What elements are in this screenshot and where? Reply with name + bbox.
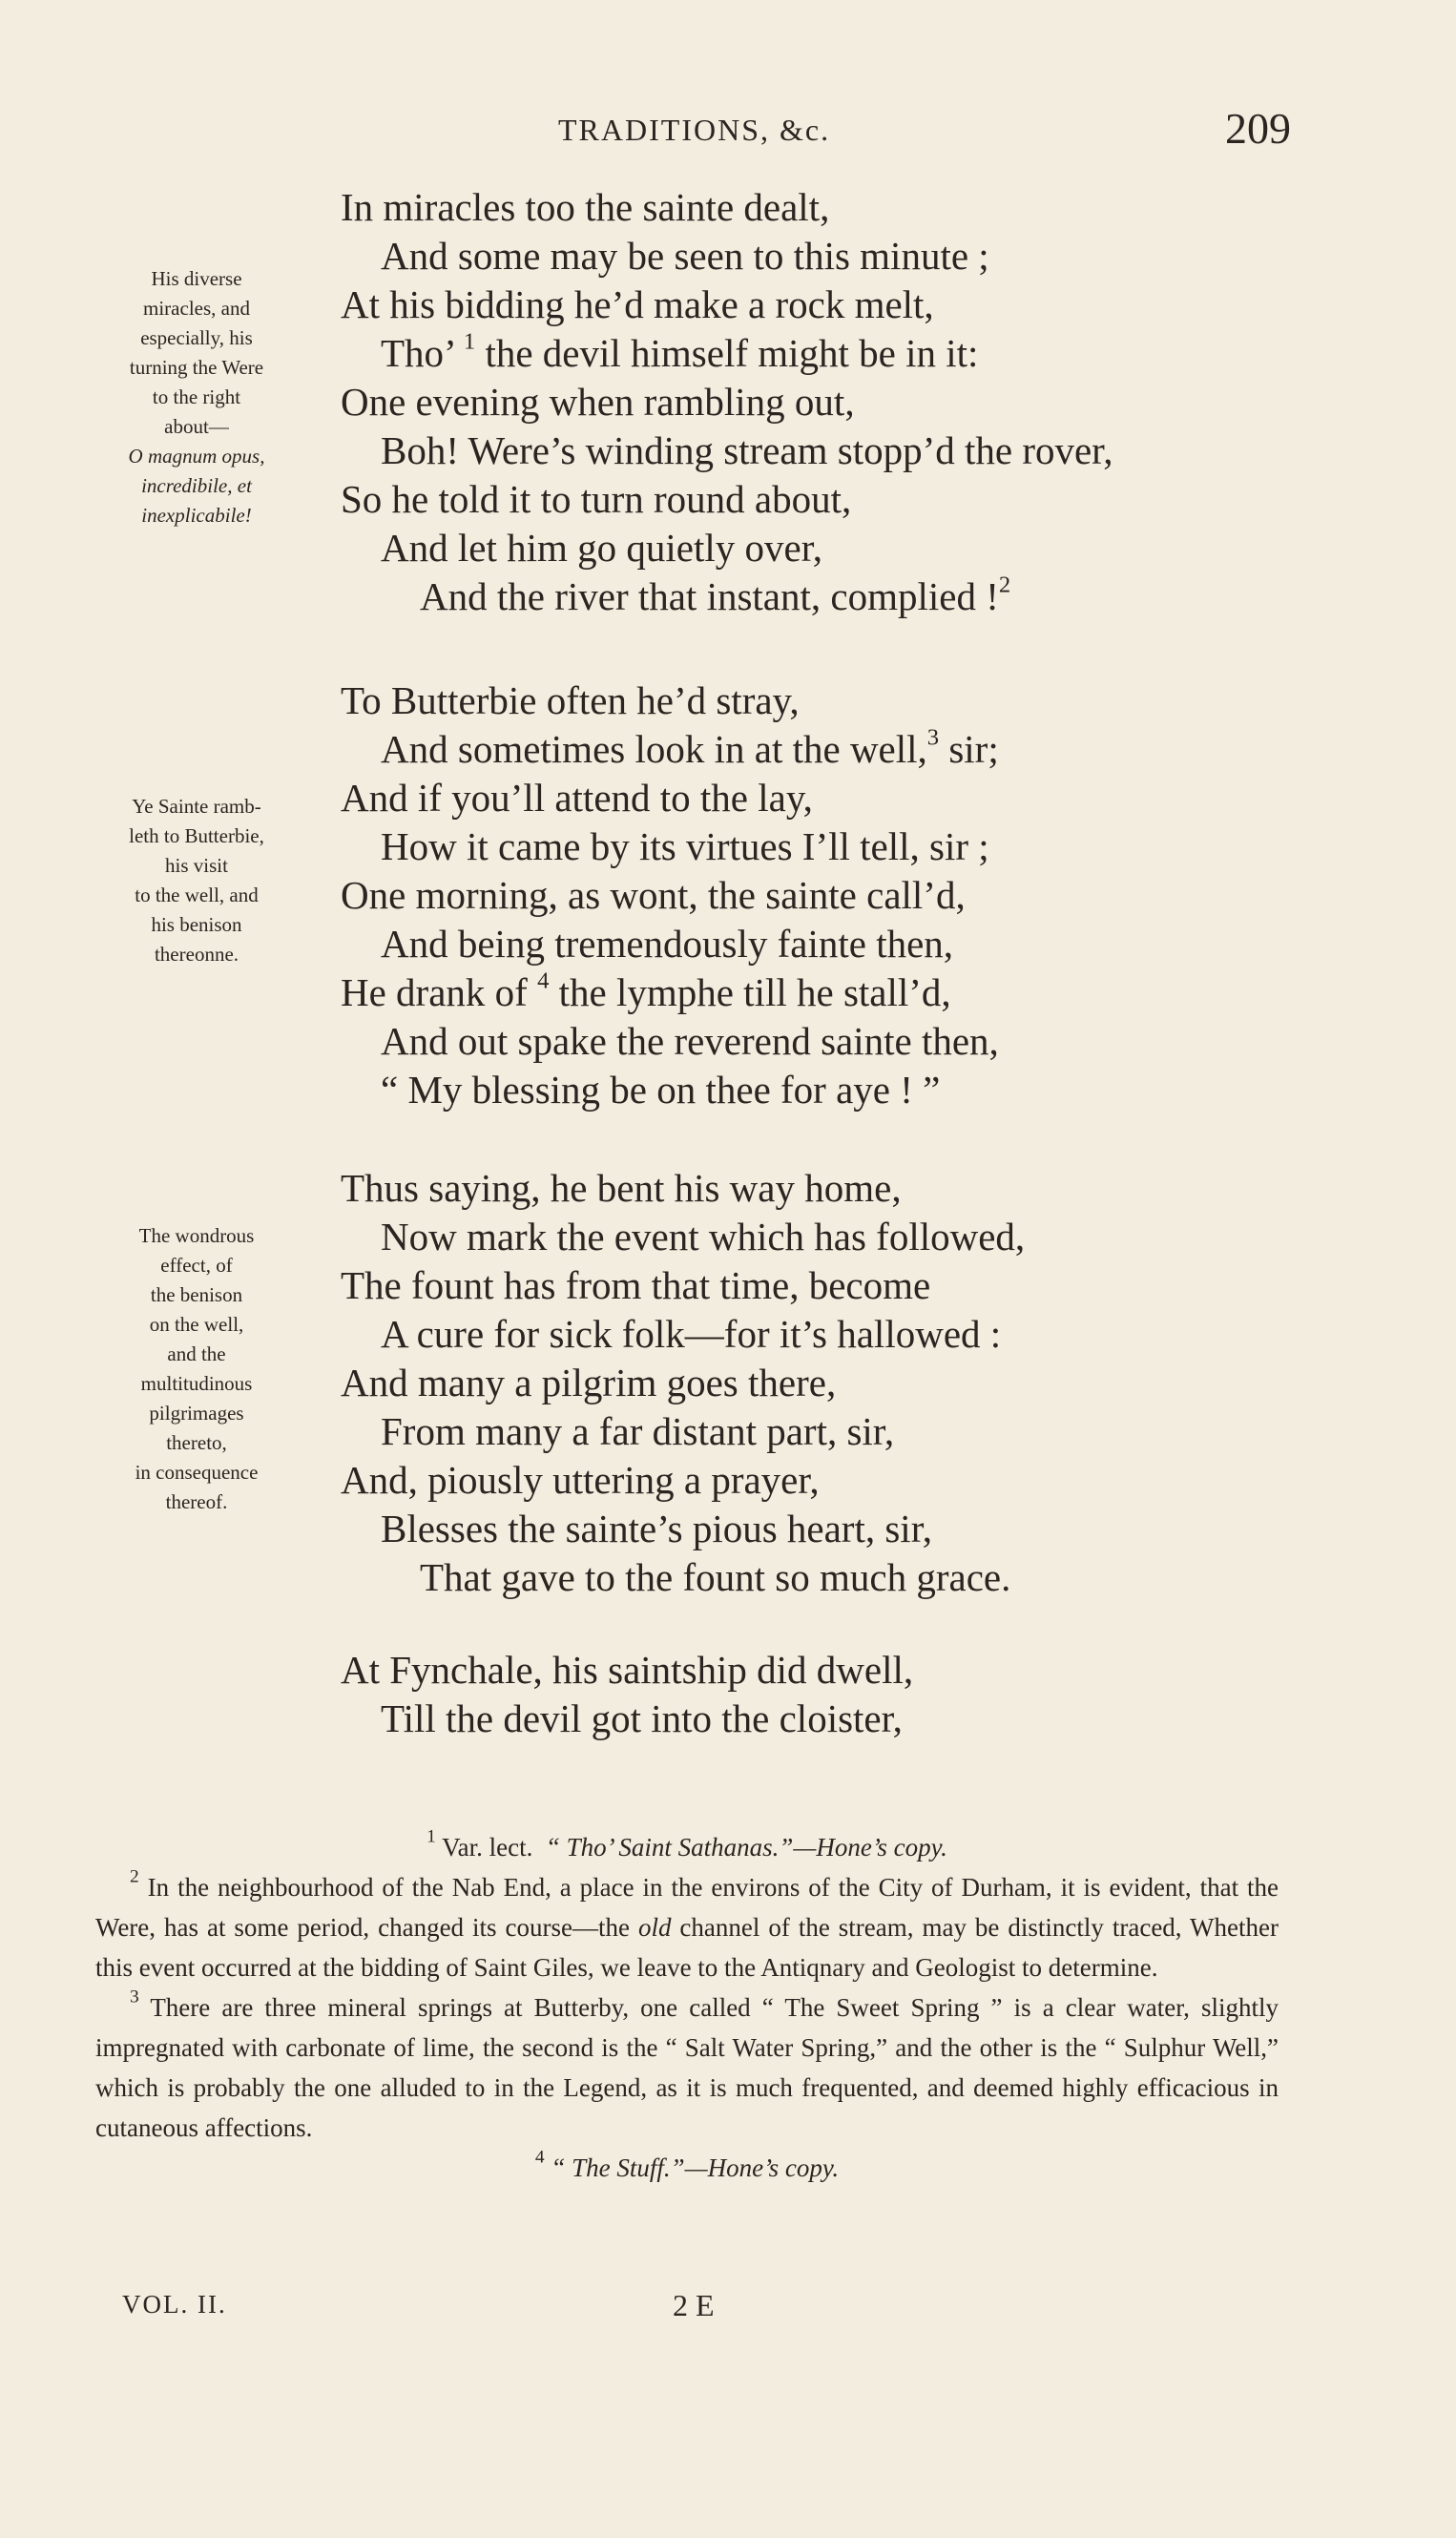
side-note-line: leth to Butterbie, <box>129 824 264 847</box>
verse-line: And the river that instant, complied !$^2$ <box>420 572 1011 618</box>
verse-line: Till the devil got into the cloister, <box>381 1696 903 1740</box>
side-note-line: The wondrous <box>138 1224 255 1247</box>
side-note-line: to the well, and <box>135 884 259 906</box>
stanza-1 <box>341 183 1419 621</box>
stanza-3 <box>341 1164 1419 1602</box>
footnote-1: $^1$ Var. lect. “ Tho’ Saint Sathanas.”—Hone’s copy. <box>426 1826 947 1862</box>
side-note-line: effect, of <box>160 1254 233 1277</box>
volume-label: VOL. II. <box>122 2290 227 2319</box>
footnotes <box>95 1827 1279 2188</box>
verse-line: And out spake the reverend sainte then, <box>381 1019 999 1063</box>
verse-line: And if you’ll attend to the lay, <box>341 776 813 820</box>
side-note-butterbie <box>92 792 302 969</box>
side-note-line: his visit <box>165 854 228 877</box>
side-note-line: turning the Were <box>129 356 264 379</box>
verse-line: How it came by its virtues I’ll tell, sir ; <box>381 824 989 868</box>
side-note-line: thereonne. <box>154 943 239 966</box>
side-note-line: Ye Sainte ramb- <box>132 795 261 818</box>
verse-line: One morning, as wont, the sainte call’d, <box>341 873 966 917</box>
verse-line: At his bidding he’d make a rock melt, <box>341 282 934 326</box>
side-note-line: thereto, <box>166 1431 227 1454</box>
stanza-2 <box>341 676 1419 1114</box>
verse-line: Boh! Were’s winding stream stopp’d the rover, <box>381 428 1113 472</box>
running-title: TRADITIONS, &c. <box>558 113 831 147</box>
footnote-4: $^4$ “ The Stuff.”—Hone’s copy. <box>534 2147 840 2182</box>
verse-line: Now mark the event which has followed, <box>381 1215 1026 1259</box>
footnote-ref[interactable]: 1 <box>463 328 476 355</box>
footnote-ref[interactable]: 4 <box>537 967 550 994</box>
side-note-line: about— <box>164 415 229 438</box>
side-note-line: on the well, <box>149 1313 244 1336</box>
verse-line: Thus saying, he bent his way home, <box>341 1166 902 1210</box>
footnote-3: $^3$ There are three mineral springs at Butterby, one called “ The Sweet Spring ” is a clear water, slightly impregnated with carbonate of lime, the second is the “ Salt Water Spring,” and the other is the “ Sulphur Well,” which is probably the one alluded to in the Legend, as it is much frequented, and deemed highly efficacious in cutaneous affections. <box>95 1987 1279 2142</box>
verse-line: To Butterbie often he’d stray, <box>341 678 800 722</box>
footnote-2: $^2$ In the neighbourhood of the Nab End, a place in the environs of the City of Durham, it is evident, that the Were, has at some period, changed its course—the old channel of the stream, may be distinctly traced, Whether this event occurred at the bidding of Saint Giles, we leave to the Antiqnary and Geologist to determine. <box>95 1866 1279 1982</box>
verse-line: So he told it to turn round about, <box>341 477 852 521</box>
footnote-mark: 3 <box>130 1987 139 2008</box>
verse-line: “ My blessing be on thee for aye ! ” <box>381 1068 941 1112</box>
verse-line: And sometimes look in at the well,$^3$ sir; <box>381 724 999 771</box>
verse-line: One evening when rambling out, <box>341 380 855 424</box>
verse-line: And some may be seen to this minute ; <box>381 234 989 278</box>
side-note-line-latin: inexplicabile! <box>141 504 252 527</box>
verse-line: Tho’ $^1$ the devil himself might be in it: <box>381 328 979 375</box>
verse-line: And let him go quietly over, <box>381 526 822 570</box>
footnote-mark: 4 <box>534 2147 545 2168</box>
printer-signature: 2 E <box>673 2288 715 2322</box>
side-note-line: and the <box>167 1342 226 1365</box>
side-note-line-latin: O magnum opus, <box>128 445 265 468</box>
side-note-line: his benison <box>151 913 242 936</box>
verse-line: At Fynchale, his saintship did dwell, <box>341 1648 914 1692</box>
side-note-line: in consequence <box>135 1461 259 1484</box>
side-note-line: miracles, and <box>143 297 250 320</box>
side-note-line: to the right <box>152 385 241 408</box>
side-note-line: especially, his <box>140 326 253 349</box>
verse-line: In miracles too the sainte dealt, <box>341 185 830 229</box>
verse-line: That gave to the fount so much grace. <box>420 1555 1011 1599</box>
side-note-line: pilgrimages <box>149 1402 244 1425</box>
verse-line: Blesses the sainte’s pious heart, sir, <box>381 1507 932 1550</box>
verse-line: From many a far distant part, sir, <box>381 1409 895 1453</box>
footnote-mark: 2 <box>130 1866 139 1887</box>
running-head <box>0 103 1456 160</box>
verse-line: A cure for sick folk—for it’s hallowed : <box>381 1312 1002 1356</box>
footnote-ref[interactable]: 2 <box>998 572 1011 598</box>
side-note-miracles <box>92 264 302 530</box>
verse-line: The fount has from that time, become <box>341 1263 931 1307</box>
footnote-mark: 1 <box>426 1826 436 1847</box>
verse-line: And many a pilgrim goes there, <box>341 1361 837 1404</box>
side-note-line: multitudinous <box>140 1372 253 1395</box>
side-note-line: thereof. <box>165 1490 228 1513</box>
side-note-line: His diverse <box>151 267 242 290</box>
verse-line: And being tremendously fainte then, <box>381 922 954 966</box>
stanza-4 <box>341 1646 1419 1743</box>
footnote-ref[interactable]: 3 <box>926 724 940 751</box>
verse-line: He drank of $^4$ the lymphe till he stall’d, <box>341 967 951 1014</box>
side-note-wondrous-effect <box>92 1221 302 1517</box>
side-note-line-latin: incredibile, et <box>141 474 252 497</box>
page-number: 209 <box>1225 104 1291 153</box>
verse-line: And, piously uttering a prayer, <box>341 1458 820 1502</box>
side-note-line: the benison <box>150 1283 243 1306</box>
